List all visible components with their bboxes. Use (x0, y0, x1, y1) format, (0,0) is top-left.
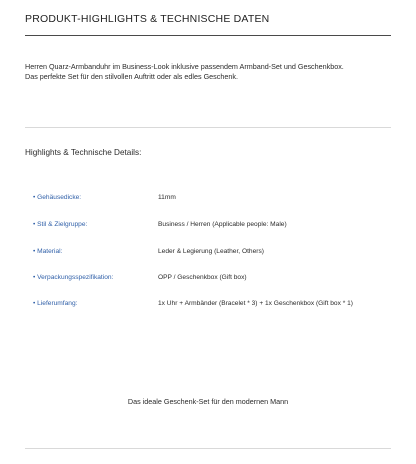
intro-line-2: Das perfekte Set für den stilvollen Auftritt oder als edles Geschenk. (25, 71, 238, 81)
section-divider (25, 127, 391, 128)
spec-label: • Gehäusedicke: (33, 194, 82, 201)
spec-label: • Material: (33, 248, 63, 255)
footer-divider (25, 448, 391, 449)
spec-row-scope-of-delivery (33, 298, 393, 310)
intro-description (25, 62, 395, 81)
spec-row-packaging (33, 272, 393, 284)
spec-value: 11mm (158, 194, 176, 201)
page-title: PRODUKT-HIGHLIGHTS & TECHNISCHE DATEN (25, 13, 270, 25)
footer-tagline: Das ideale Geschenk-Set für den modernen Mann (127, 397, 289, 406)
spec-label: • Stil & Zielgruppe: (33, 221, 88, 228)
intro-line-1: Herren Quarz-Armbanduhr im Business-Look inklusive passendem Armband-Set und Geschenkbox. (25, 62, 344, 71)
spec-row-style-target (33, 219, 393, 231)
spec-label: • Lieferumfang: (33, 300, 78, 307)
spec-label: • Verpackungsspezifikation: (33, 274, 114, 281)
spec-row-material (33, 246, 393, 258)
spec-value: OPP / Geschenkbox (Gift box) (158, 274, 247, 281)
header-divider (25, 35, 391, 36)
spec-row-case-thickness (33, 192, 393, 204)
spec-value: 1x Uhr + Armbänder (Bracelet * 3) + 1x Geschenkbox (Gift box * 1) (158, 300, 353, 307)
spec-value: Business / Herren (Applicable people: Male) (158, 221, 287, 228)
highlights-heading: Highlights & Technische Details: (25, 148, 142, 157)
spec-value: Leder & Legierung (Leather, Others) (158, 248, 264, 255)
